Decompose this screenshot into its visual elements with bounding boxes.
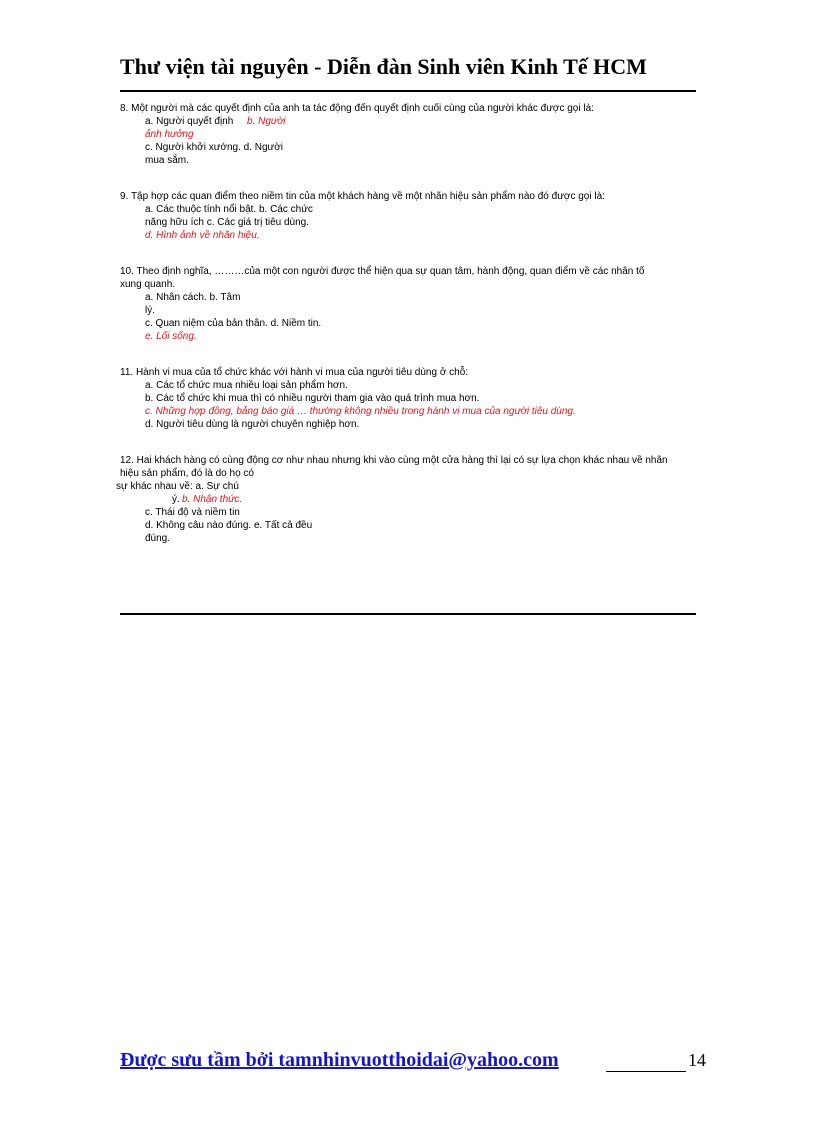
correct-answer-c: c. Những hợp đồng, bảng báo giá … thường không nhiều trong hành vi mua của người tiêu dùng.	[145, 406, 576, 417]
option-d-e: d. Không câu nào đúng. e. Tất cả đều	[145, 520, 313, 531]
option-b-c: năng hữu ích c. Các giá trị tiêu dùng.	[145, 217, 310, 228]
correct-answer-b-part1: b. Người	[247, 116, 286, 127]
option-d: d. Người tiêu dùng là người chuyên nghiệp hơn.	[145, 419, 360, 430]
option-c-d: c. Quan niệm của bản thân. d. Niềm tin.	[145, 318, 322, 329]
question-10-text-cont: xung quanh.	[120, 279, 176, 290]
option-c-d: c. Người khởi xướng. d. Người	[145, 142, 284, 153]
correct-answer-e: e. Lối sống.	[145, 331, 197, 342]
option-a: a. Các tổ chức mua nhiều loại sản phẩm hơn.	[145, 380, 348, 391]
option-a-cont: ý.	[172, 494, 180, 505]
option-b-cont: lý.	[145, 305, 155, 316]
page-number: 14	[688, 1050, 706, 1070]
option-d-cont: mua sắm.	[145, 155, 189, 166]
option-c: c. Thái độ và niềm tin	[145, 507, 240, 518]
page-header-title: Thư viện tài nguyên - Diễn đàn Sinh viên Kinh Tế HCM	[120, 54, 647, 79]
option-b: b. Các tổ chức khi mua thì có nhiều người tham gia vào quá trình mua hơn.	[145, 393, 480, 404]
option-a: a. Người quyết định	[145, 116, 234, 127]
footer-underline	[606, 1071, 686, 1072]
footer-credit-link[interactable]: Được sưu tầm bởi tamnhinvuotthoidai@yahoo.com	[120, 1049, 559, 1071]
correct-answer-b-part2: ảnh hưởng	[145, 129, 194, 140]
footer-divider	[120, 613, 696, 615]
question-9-text: 9. Tập hợp các quan điểm theo niềm tin của một khách hàng về một nhãn hiệu sản phẩm nào đó được gọi là:	[120, 191, 605, 202]
correct-answer-b: b. Nhận thức.	[182, 494, 243, 505]
question-12-option-a: sự khác nhau về: a. Sự chú	[116, 481, 239, 492]
question-10-text: 10. Theo định nghĩa, ………của một con người được thể hiện qua sự quan tâm, hành động, quan điểm về các nhân tố	[120, 266, 645, 277]
correct-answer-d: d. Hình ảnh về nhãn hiệu.	[145, 230, 260, 241]
option-a-b: a. Nhân cách. b. Tâm	[145, 292, 241, 303]
option-e-cont: đúng.	[145, 533, 171, 544]
question-8-text: 8. Một người mà các quyết định của anh ta tác động đến quyết định cuối cùng của người khác được gọi là:	[120, 103, 594, 114]
header-divider	[120, 90, 696, 92]
question-11-text: 11. Hành vi mua của tổ chức khác với hành vi mua của người tiêu dùng ở chỗ:	[120, 367, 469, 378]
option-a-b: a. Các thuộc tính nổi bật. b. Các chức	[145, 204, 313, 215]
question-12-text: 12. Hai khách hàng có cùng động cơ như nhau nhưng khi vào cùng một cửa hàng thì lại có sự lựa chọn khác nhau về nhãn	[120, 455, 668, 466]
question-12-text-cont: hiệu sản phẩm, đó là do họ có	[120, 468, 254, 479]
